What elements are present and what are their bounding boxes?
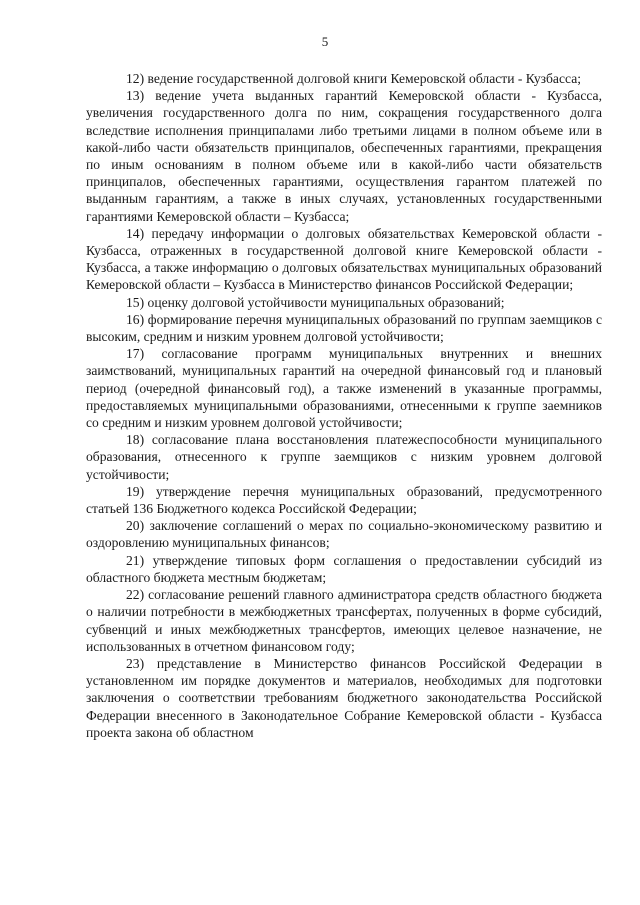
list-item-22: 22) согласование решений главного администратора средств областного бюджета о наличии потребности в межбюджетных трансфертах, полученных в форме субсидий, субвенций и иных межбюджетных трансфертов, имеющих целевое назначение, не использованных в отчетном финансовом году; <box>86 587 602 654</box>
list-item-13: 13) ведение учета выданных гарантий Кемеровской области - Кузбасса, увеличения государственного долга по ним, сокращения государственного долга вследствие исполнения принципалами либо третьими лицами в полном объеме или в какой-либо части обязательств принципалов, обеспеченных гарантиями, прекращения по иным основаниям в полном объеме или в какой-либо части обязательств принципалов, обеспеченных гарантиями, осуществления гарантом платежей по выданным гарантиям, а также в иных случаях, установленных государственными гарантиями Кемеровской области – Кузбасса; <box>86 88 602 224</box>
list-item-19: 19) утверждение перечня муниципальных образований, предусмотренного статьей 136 Бюджетного кодекса Российской Федерации; <box>86 483 602 517</box>
list-item-16: 16) формирование перечня муниципальных образований по группам заемщиков с высоким, средним и низким уровнем долговой устойчивости; <box>86 311 602 345</box>
list-item-14: 14) передачу информации о долговых обязательствах Кемеровской области - Кузбасса, отраженных в государственной долговой книге Кемеровской области - Кузбасса, а также информацию о долговых обязательствах муниципальных образований Кемеровской области – Кузбасса в Министерство финансов Российской Федерации; <box>86 225 602 293</box>
list-item-12: 12) ведение государственной долговой книги Кемеровской области - Кузбасса; <box>126 71 582 86</box>
list-item-17: 17) согласование программ муниципальных внутренних и внешних заимствований, муниципальных гарантий на очередной финансовый год и плановый период (очередной финансовый год), а также изменений в указанные программы, предоставляемых муниципальными образованиями, отнесенными к группе заемников со средним и низким уровнем долговой устойчивости; <box>86 346 602 431</box>
list-item-15: 15) оценку долговой устойчивости муниципальных образований; <box>126 294 505 310</box>
list-item-23: 23) представление в Министерство финансов Российской Федерации в установленном им порядке документов и материалов, необходимых для подготовки заключения о соответствии требованиям бюджетного законодательства Российской Федерации внесенного в Законодательное Собрание Кемеровской области - Кузбасса проекта закона об областном <box>86 655 602 740</box>
list-item-20: 20) заключение соглашений о мерах по социально-экономическому развитию и оздоровлению муниципальных финансов; <box>86 518 602 551</box>
list-item-18: 18) согласование плана восстановления платежеспособности муниципального образования, отнесенного к группе заемщиков с низким уровнем долговой устойчивости; <box>86 432 602 482</box>
list-item-21: 21) утверждение типовых форм соглашения о предоставлении субсидий из областного бюджета местным бюджетам; <box>86 552 602 585</box>
page-number: 5 <box>321 34 329 49</box>
